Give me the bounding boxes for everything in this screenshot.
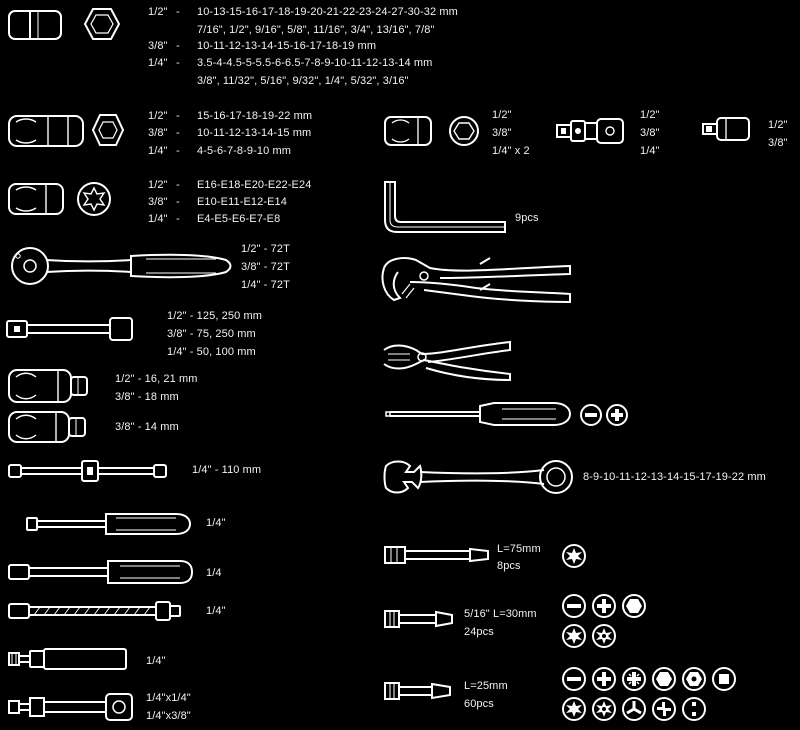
socket-size-half: 1/2"	[148, 6, 168, 18]
torx-size-three-eighths: 3/8"	[148, 196, 168, 208]
extension-three-eighths: 3/8" - 75, 250 mm	[167, 328, 256, 340]
adapter-socket-half: 1/2"	[492, 109, 512, 121]
combination-pliers-icon	[382, 334, 514, 382]
deep-values-half: 15-16-17-18-19-22 mm	[197, 110, 313, 122]
phillips-tip-icon	[592, 667, 616, 691]
socket-values-half: 10-13-15-16-17-18-19-20-21-22-23-24-27-30-32 mm	[197, 6, 458, 18]
hexagon-socket-end-icon	[92, 113, 124, 147]
torx-tip-icon	[562, 544, 586, 568]
adapter-socket-three-eighths: 3/8"	[492, 127, 512, 139]
torx-security-tip-icon	[592, 697, 616, 721]
water-pump-pliers-icon	[380, 254, 574, 310]
torx-size-half: 1/2"	[148, 179, 168, 191]
bit-adapter-icon	[8, 646, 128, 672]
slotted-tip-icon	[562, 594, 586, 618]
socket-values-quarter-inch: 3/8", 11/32", 5/16", 9/32", 1/4", 5/32", 3/16"	[197, 75, 409, 87]
deep-size-half: 1/2"	[148, 110, 168, 122]
spinner-handle-icon	[26, 510, 192, 538]
socket-values-quarter: 3.5-4-4.5-5-5.5-6-6.5-7-8-9-10-11-12-13-14 mm	[197, 57, 433, 69]
universal-joint-half: 1/2"	[640, 109, 660, 121]
wrench-sizes: 8-9-10-11-12-13-14-15-17-19-22 mm	[583, 471, 766, 483]
torq-set-tip-icon	[652, 697, 676, 721]
tri-wing-tip-icon	[622, 697, 646, 721]
square-drive-end-icon	[448, 115, 480, 147]
socket-values-half-inch: 7/16", 1/2", 9/16", 5/8", 11/16", 3/4", 13/16", 7/8"	[197, 24, 435, 36]
universal-joint-quarter: 1/4"	[640, 145, 660, 157]
medium-bit-length: 5/16" L=30mm	[464, 608, 537, 620]
torx-star-icon	[76, 181, 112, 217]
adapter-quarter-quarter: 1/4"x1/4"	[146, 692, 191, 704]
medium-bit-icon	[384, 608, 454, 630]
reducer-adapter-icon	[702, 116, 752, 142]
torx-values-half: E16-E18-E20-E22-E24	[197, 179, 312, 191]
hex-key-count: 9pcs	[515, 212, 539, 224]
sliding-t-bar-icon	[8, 458, 168, 484]
short-bit-icon	[384, 680, 454, 702]
ratchet-half: 1/2" - 72T	[241, 243, 290, 255]
hex-key-icon	[383, 180, 509, 236]
spark-socket-small: 3/8" - 14 mm	[115, 421, 179, 433]
driver-extension-icon	[8, 558, 194, 586]
socket-adapter-icon	[8, 692, 134, 722]
ratchet-quarter: 1/4" - 72T	[241, 279, 290, 291]
torx-socket-icon	[8, 182, 66, 216]
torx-tip-icon	[562, 624, 586, 648]
reducer-three-eighths: 3/8"	[768, 137, 788, 149]
hex-tip-icon	[622, 594, 646, 618]
bit-adapter-size: 1/4"	[146, 655, 166, 667]
t-bar-size: 1/4" - 110 mm	[192, 464, 262, 476]
pozidriv-tip-icon	[622, 667, 646, 691]
torx-size-quarter: 1/4"	[148, 213, 168, 225]
slotted-tip-icon	[580, 404, 602, 426]
flex-extension-size: 1/4"	[206, 605, 226, 617]
short-bit-count: 60pcs	[464, 698, 494, 710]
deep-values-three-eighths: 10-11-12-13-14-15 mm	[197, 127, 312, 139]
phillips-tip-icon	[606, 404, 628, 426]
hexagon-socket-end-icon	[84, 7, 120, 41]
socket-size-three-eighths: 3/8"	[148, 40, 168, 52]
combination-wrench-icon	[384, 458, 574, 496]
long-bit-count: 8pcs	[497, 560, 521, 572]
long-bit-icon	[384, 544, 490, 566]
hex-security-tip-icon	[682, 667, 706, 691]
driver-extension-size: 1/4	[206, 567, 222, 579]
torx-values-quarter: E4-E5-E6-E7-E8	[197, 213, 281, 225]
socket-size-quarter: 1/4"	[148, 57, 168, 69]
spanner-tip-icon	[682, 697, 706, 721]
long-bit-length: L=75mm	[497, 543, 541, 555]
torx-security-tip-icon	[592, 624, 616, 648]
flexible-extension-icon	[8, 600, 182, 622]
universal-joint-icon	[556, 117, 626, 145]
hex-tip-icon	[652, 667, 676, 691]
dash: -	[176, 6, 180, 18]
short-bit-length: L=25mm	[464, 680, 508, 692]
spark-socket-three-eighths: 3/8" - 18 mm	[115, 391, 179, 403]
universal-joint-three-eighths: 3/8"	[640, 127, 660, 139]
socket-icon	[8, 8, 64, 42]
torx-tip-icon	[562, 697, 586, 721]
extension-quarter: 1/4" - 50, 100 mm	[167, 346, 256, 358]
slotted-tip-icon	[562, 667, 586, 691]
spark-plug-socket-small-icon	[8, 410, 90, 444]
deep-values-quarter: 4-5-6-7-8-9-10 mm	[197, 145, 292, 157]
screwdriver-icon	[384, 400, 572, 428]
adapter-socket-icon	[384, 114, 434, 148]
spark-plug-socket-icon	[8, 368, 90, 404]
reducer-half: 1/2"	[768, 119, 788, 131]
deep-socket-icon	[8, 114, 86, 148]
adapter-quarter-three-eighths: 1/4"x3/8"	[146, 710, 191, 722]
adapter-socket-quarter: 1/4" x 2	[492, 145, 530, 157]
extension-half: 1/2" - 125, 250 mm	[167, 310, 262, 322]
deep-size-quarter: 1/4"	[148, 145, 168, 157]
socket-values-three-eighths: 10-11-12-13-14-15-16-17-18-19 mm	[197, 40, 377, 52]
ratchet-three-eighths: 3/8" - 72T	[241, 261, 290, 273]
medium-bit-count: 24pcs	[464, 626, 494, 638]
deep-size-three-eighths: 3/8"	[148, 127, 168, 139]
spark-socket-half: 1/2" - 16, 21 mm	[115, 373, 198, 385]
ratchet-icon	[6, 246, 232, 286]
torx-values-three-eighths: E10-E11-E12-E14	[197, 196, 287, 208]
square-tip-icon	[712, 667, 736, 691]
spinner-handle-size: 1/4"	[206, 517, 226, 529]
phillips-tip-icon	[592, 594, 616, 618]
extension-bar-icon	[6, 316, 134, 342]
